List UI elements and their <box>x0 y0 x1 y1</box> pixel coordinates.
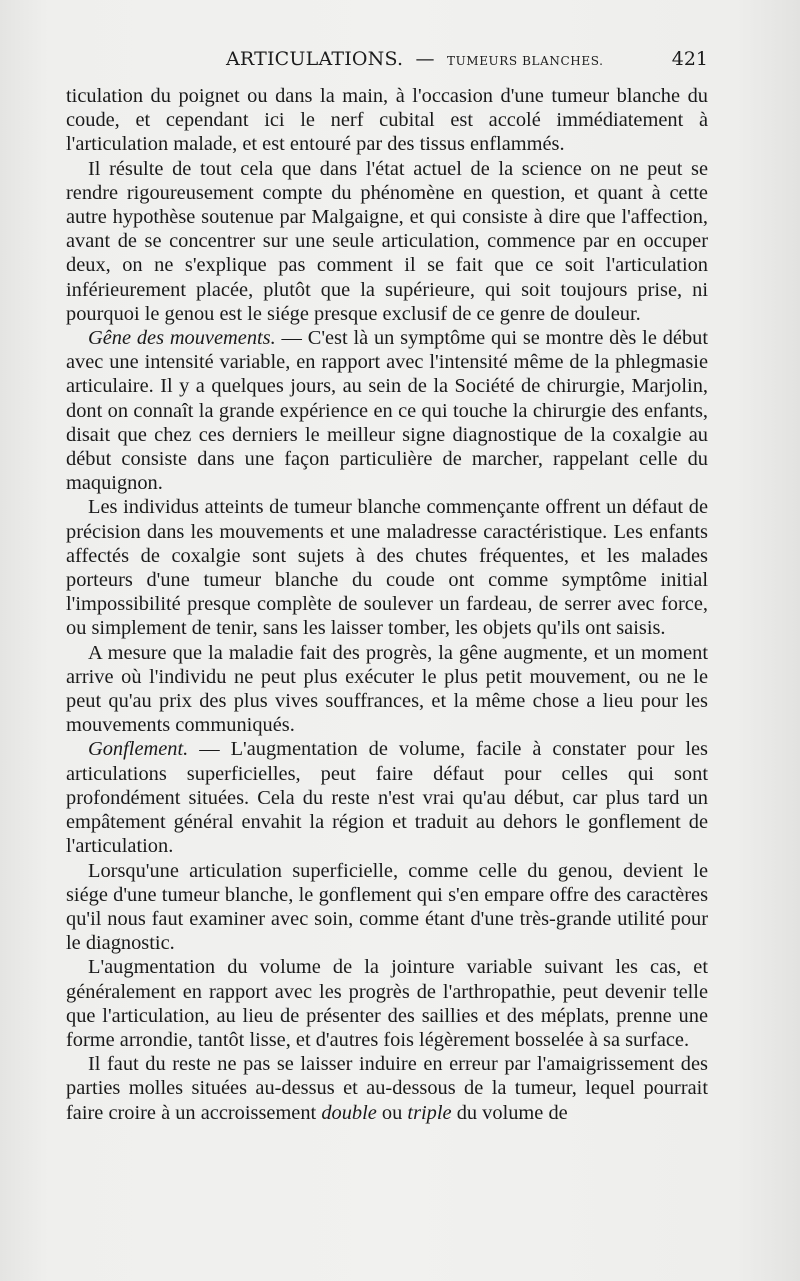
paragraph-continuation: ticulation du poignet ou dans la main, à l'occasion d'une tumeur blanche du coude, et cependant ici le nerf cubital est accolé immédiatement à l'articulation malade, et est entouré par des tissus enflammés. <box>66 85 708 156</box>
paragraph: A mesure que la maladie fait des progrès, la gêne augmente, et un moment arrive où l'individu ne peut plus exécuter le plus petit mouvement, ou ne le peut qu'au prix des plus vives souffrances, et la même chose a lieu pour les mouvements communiqués. <box>66 641 708 737</box>
paragraph-text: — L'augmentation de volume, facile à constater pour les articulations superficielles, peut faire défaut pour celles qui sont profondément situées. Cela du reste n'est vrai qu'au début, car plus tard un empâtement général envahit la région et traduit au dehors le gonflement de l'articulation. <box>66 738 708 858</box>
paragraph: Lorsqu'une articulation superficielle, comme celle du genou, devient le siége d'une tumeur blanche, le gonflement qui s'en empare offre des caractères qu'il nous faut examiner avec soin, comme étant d'une très-grande utilité pour le diagnostic. <box>66 859 708 955</box>
paragraph-text: Il faut du reste ne pas se laisser induire en erreur par l'amaigrissement des parties molles situées au-dessus et au-dessous de la tumeur, lequel pourrait faire croire à un accroissement <box>66 1053 708 1124</box>
body-text <box>66 84 708 1125</box>
paragraph: L'augmentation du volume de la jointure variable suivant les cas, et généralement en rapport avec les progrès de l'arthropathie, peut devenir telle que l'articulation, au lieu de présenter des saillies et des méplats, prenne une forme arrondie, tantôt lisse, et d'autres fois légèrement bosselée à sa surface. <box>66 956 708 1051</box>
emphasis-double: double <box>321 1101 377 1124</box>
paragraph-text-end: du volume de <box>451 1101 568 1124</box>
paragraph-gene-des-mouvements <box>66 326 708 495</box>
running-title-main: ARTICULATIONS. <box>226 48 404 70</box>
page-number: 421 <box>671 48 708 70</box>
paragraph: Les individus atteints de tumeur blanche commençante offrent un défaut de précision dans les mouvements et une maladresse caractéristique. Les enfants affectés de coxalgie sont sujets à des chutes fréquentes, et les malades porteurs d'une tumeur blanche du coude ont comme symptôme initial l'impossibilité presque complète de soulever un fardeau, de serrer avec force, ou simplement de tenir, sans les laisser tomber, les objets qu'ils ont saisis. <box>66 496 708 640</box>
paragraph-last <box>66 1052 708 1125</box>
running-title <box>226 48 604 70</box>
paragraph-gonflement <box>66 737 708 858</box>
emphasis-triple: triple <box>407 1101 452 1124</box>
section-lead: Gonflement. <box>88 738 189 761</box>
section-lead: Gêne des mouvements. <box>88 327 276 350</box>
running-title-sub: TUMEURS BLANCHES. <box>446 54 604 68</box>
paragraph-text-mid: ou <box>376 1101 408 1124</box>
page-header <box>66 46 710 76</box>
paragraph: Il résulte de tout cela que dans l'état actuel de la science on ne peut se rendre rigoureusement compte du phénomène en question, et quant à cette autre hypothèse soutenue par Malgaigne, et qui consiste à dire que l'affection, avant de se concentrer sur une seule articulation, commence par en occuper deux, on ne s'explique pas comment il se fait que ce soit l'articulation inférieurement placée, plutôt que la supérieure, qui soit toujours prise, ni pourquoi le genou est le siége presque exclusif de ce genre de douleur. <box>66 157 708 325</box>
running-title-dash: — <box>415 48 435 70</box>
paragraph-text: — C'est là un symptôme qui se montre dès le début avec une intensité variable, en rapport avec l'intensité même de la phlegmasie articulaire. Il y a quelques jours, au sein de la Société de chirurgie, Marjolin, dont on connaît la grande expérience en ce qui touche la chirurgie des enfants, disait que chez ces derniers le meilleur signe diagnostique de la coxalgie au début consiste dans une façon particulière de marcher, rappelant celle du maquignon. <box>66 327 708 495</box>
